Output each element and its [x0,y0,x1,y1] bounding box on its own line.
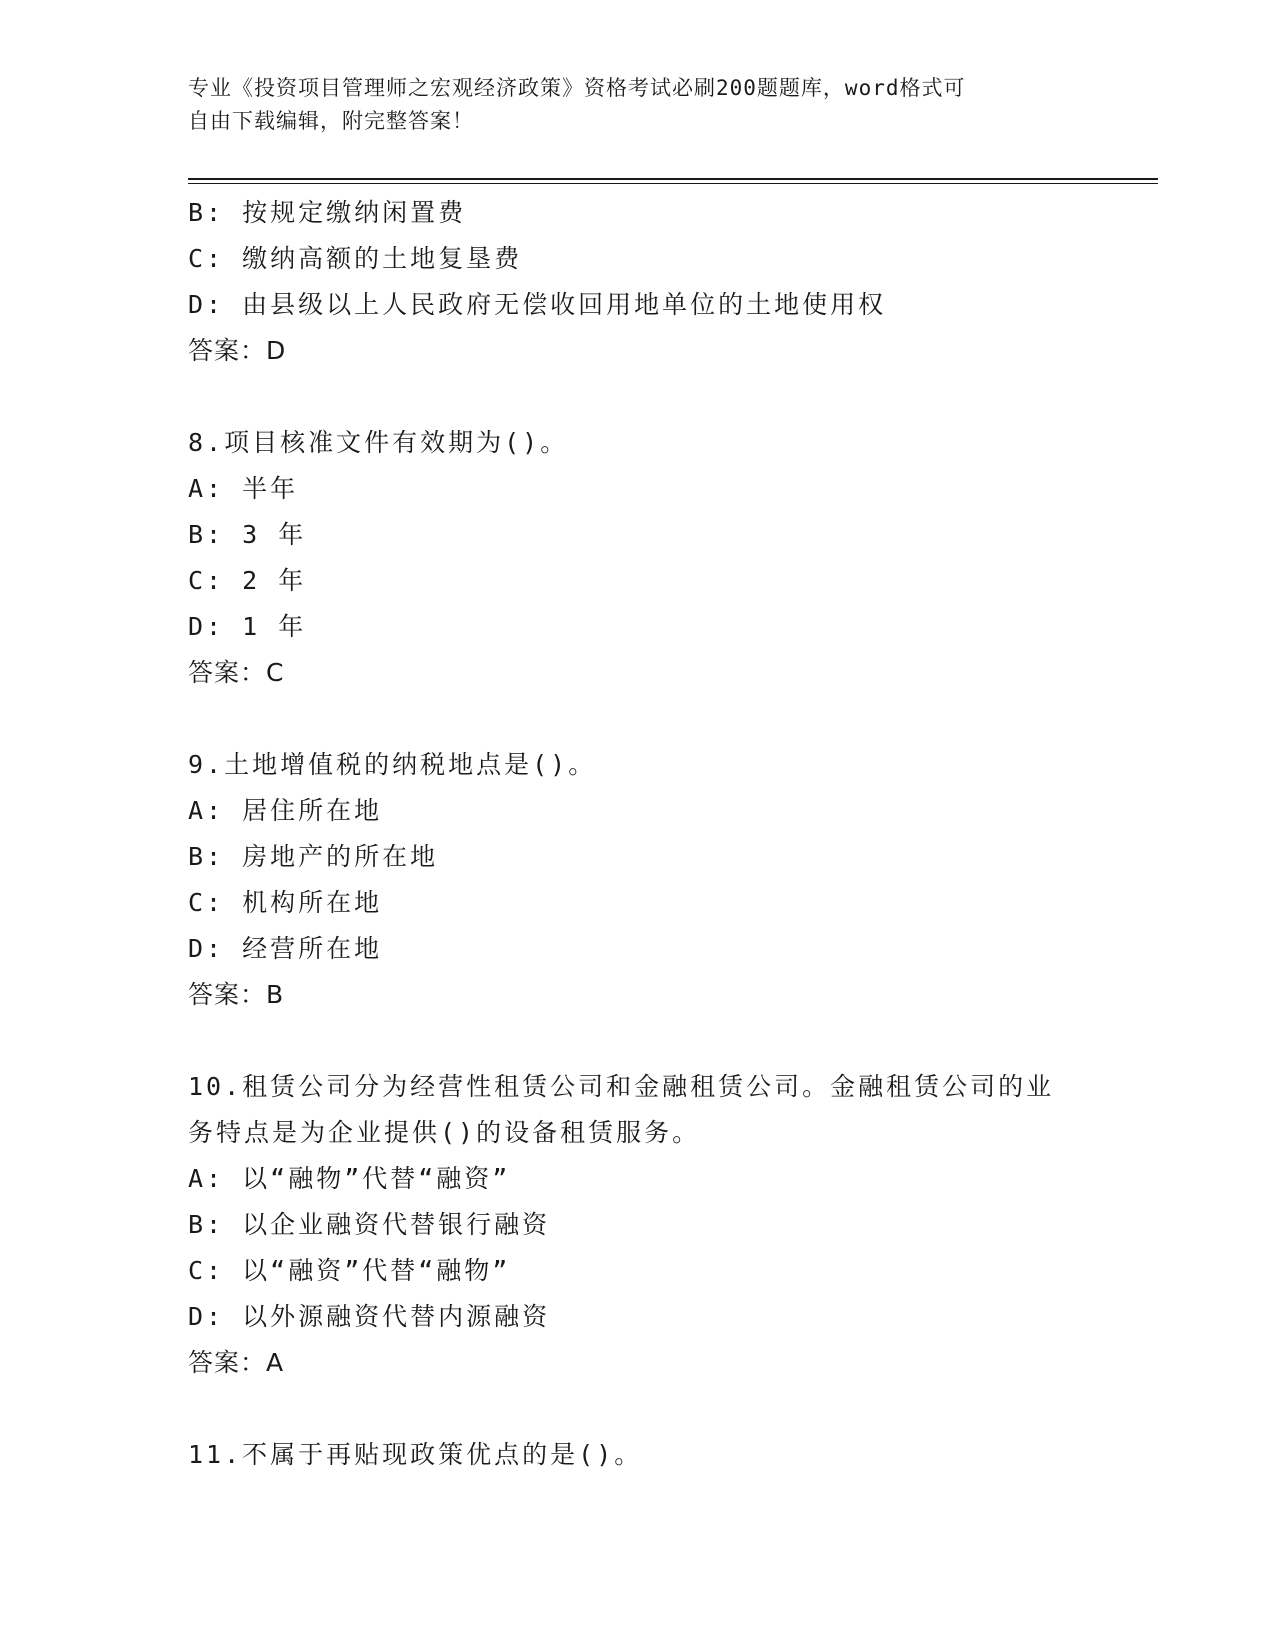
header-divider-thin [188,183,1158,184]
option-b: B: 房地产的所在地 [188,842,439,871]
option-c: C: 以“融资”代替“融物” [188,1256,511,1285]
option-d: D: 1 年 [188,612,307,641]
option-d: D: 经营所在地 [188,934,383,963]
answer-line: 答案：A [188,1348,285,1377]
option-c: C: 2 年 [188,566,307,595]
document-body [188,190,1088,1478]
header-title-line-1: 专业《投资项目管理师之宏观经济政策》资格考试必刷200题题库，word格式可 [188,76,966,100]
question-fragment [188,190,1088,374]
option-d: D: 由县级以上人民政府无偿收回用地单位的土地使用权 [188,290,887,319]
option-b: B: 3 年 [188,520,307,549]
question-9 [188,742,1088,1018]
header-title-line-2: 自由下载编辑，附完整答案！ [188,109,474,133]
question-stem-line-2: 务特点是为企业提供()的设备租赁服务。 [188,1118,701,1147]
option-d: D: 以外源融资代替内源融资 [188,1302,551,1331]
option-a: A: 半年 [188,474,299,503]
option-c: C: 机构所在地 [188,888,383,917]
header-divider [188,178,1158,180]
question-10 [188,1064,1088,1386]
question-stem: 11.不属于再贴现政策优点的是()。 [188,1440,643,1469]
answer-line: 答案：D [188,336,287,365]
option-b: B: 以企业融资代替银行融资 [188,1210,551,1239]
option-b: B: 按规定缴纳闲置费 [188,198,467,227]
answer-line: 答案：B [188,980,285,1009]
page-header [188,72,1068,138]
question-stem-line-1: 10.租赁公司分为经营性租赁公司和金融租赁公司。金融租赁公司的业 [188,1072,1055,1101]
question-8 [188,420,1088,696]
answer-line: 答案：C [188,658,285,687]
question-stem: 8.项目核准文件有效期为()。 [188,428,569,457]
option-a: A: 以“融物”代替“融资” [188,1164,511,1193]
option-a: A: 居住所在地 [188,796,383,825]
option-c: C: 缴纳高额的土地复垦费 [188,244,523,273]
question-11 [188,1432,1088,1478]
question-stem: 9.土地增值税的纳税地点是()。 [188,750,597,779]
